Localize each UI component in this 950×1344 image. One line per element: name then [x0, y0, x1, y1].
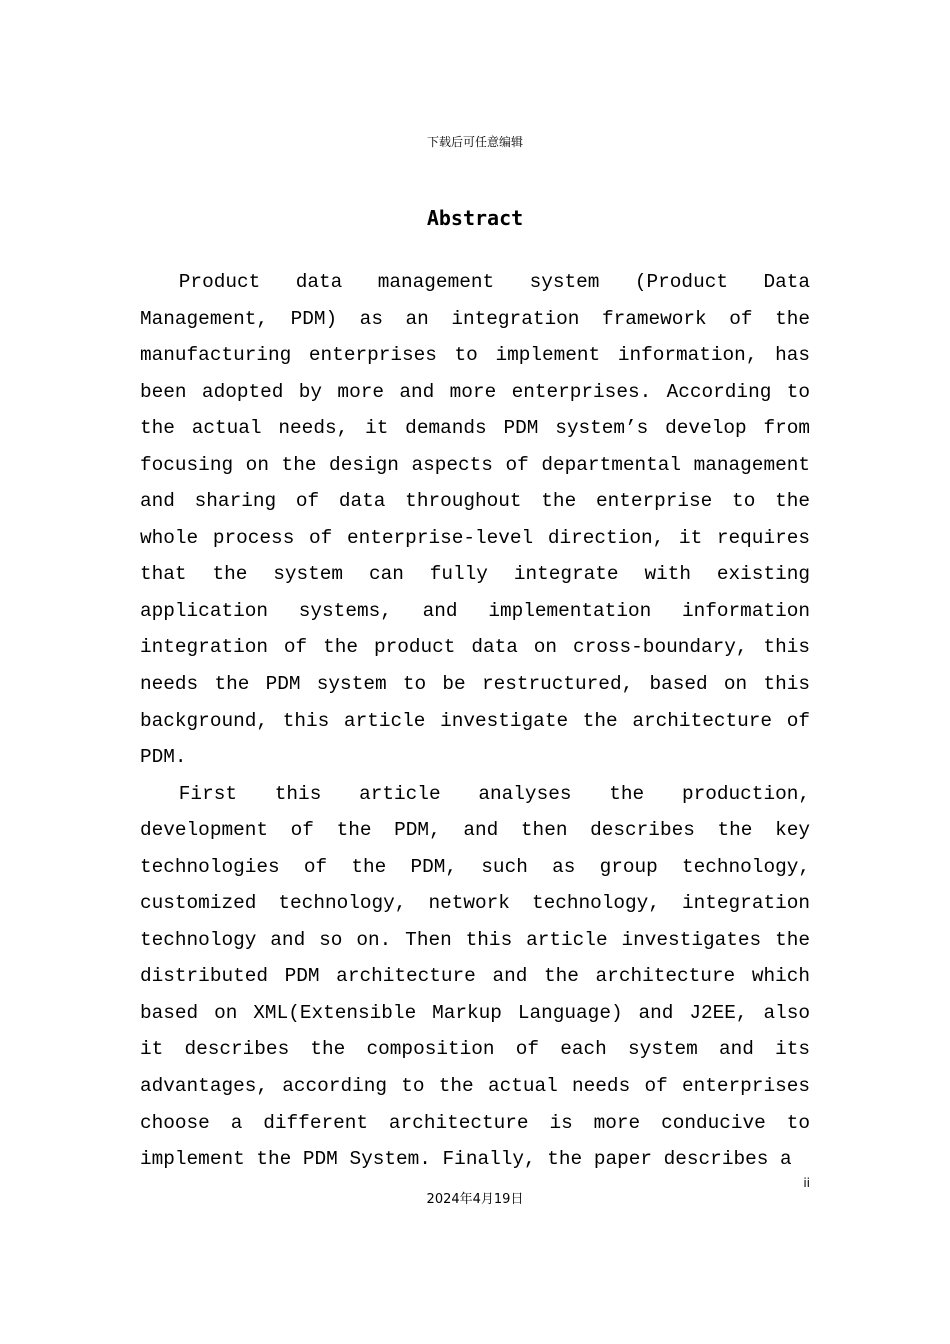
page-title: Abstract: [426, 206, 524, 230]
header-note: 下载后可任意编辑: [426, 135, 523, 149]
abstract-paragraph-1: Product data management system (Product Data Management, PDM) as an integration framework of the manufacturing enterprises to implement information, has been adopted by more and more enterprises. According to the actual needs, it demands PDM system’s develop from focusing on the design aspects of departmental management and sharing of data throughout the enterprise to the whole process of enterprise-level direction, it requires that the system can fully integrate with existing application systems, and implementation information integration of the product data on cross-boundary, this needs the PDM system to be restructured, based on this background, this article investigate the architecture of PDM.: [140, 271, 810, 769]
abstract-paragraph-2: First this article analyses the production, development of the PDM, and then describes the key technologies of the PDM, such as group technology, customized technology, network technology, integration technology and so on. Then this article investigates the distributed PDM architecture and the architecture which based on XML(Extensible Markup Language) and J2EE, also it describes the composition of each system and its advantages, according to the actual needs of enterprises choose a different architecture is more conducive to implement the PDM System. Finally, the paper describes a: [140, 782, 810, 1171]
abstract-body: [140, 264, 810, 1178]
page-number: ii: [803, 1176, 810, 1190]
footer-date: 2024年4月19日: [426, 1192, 524, 1207]
